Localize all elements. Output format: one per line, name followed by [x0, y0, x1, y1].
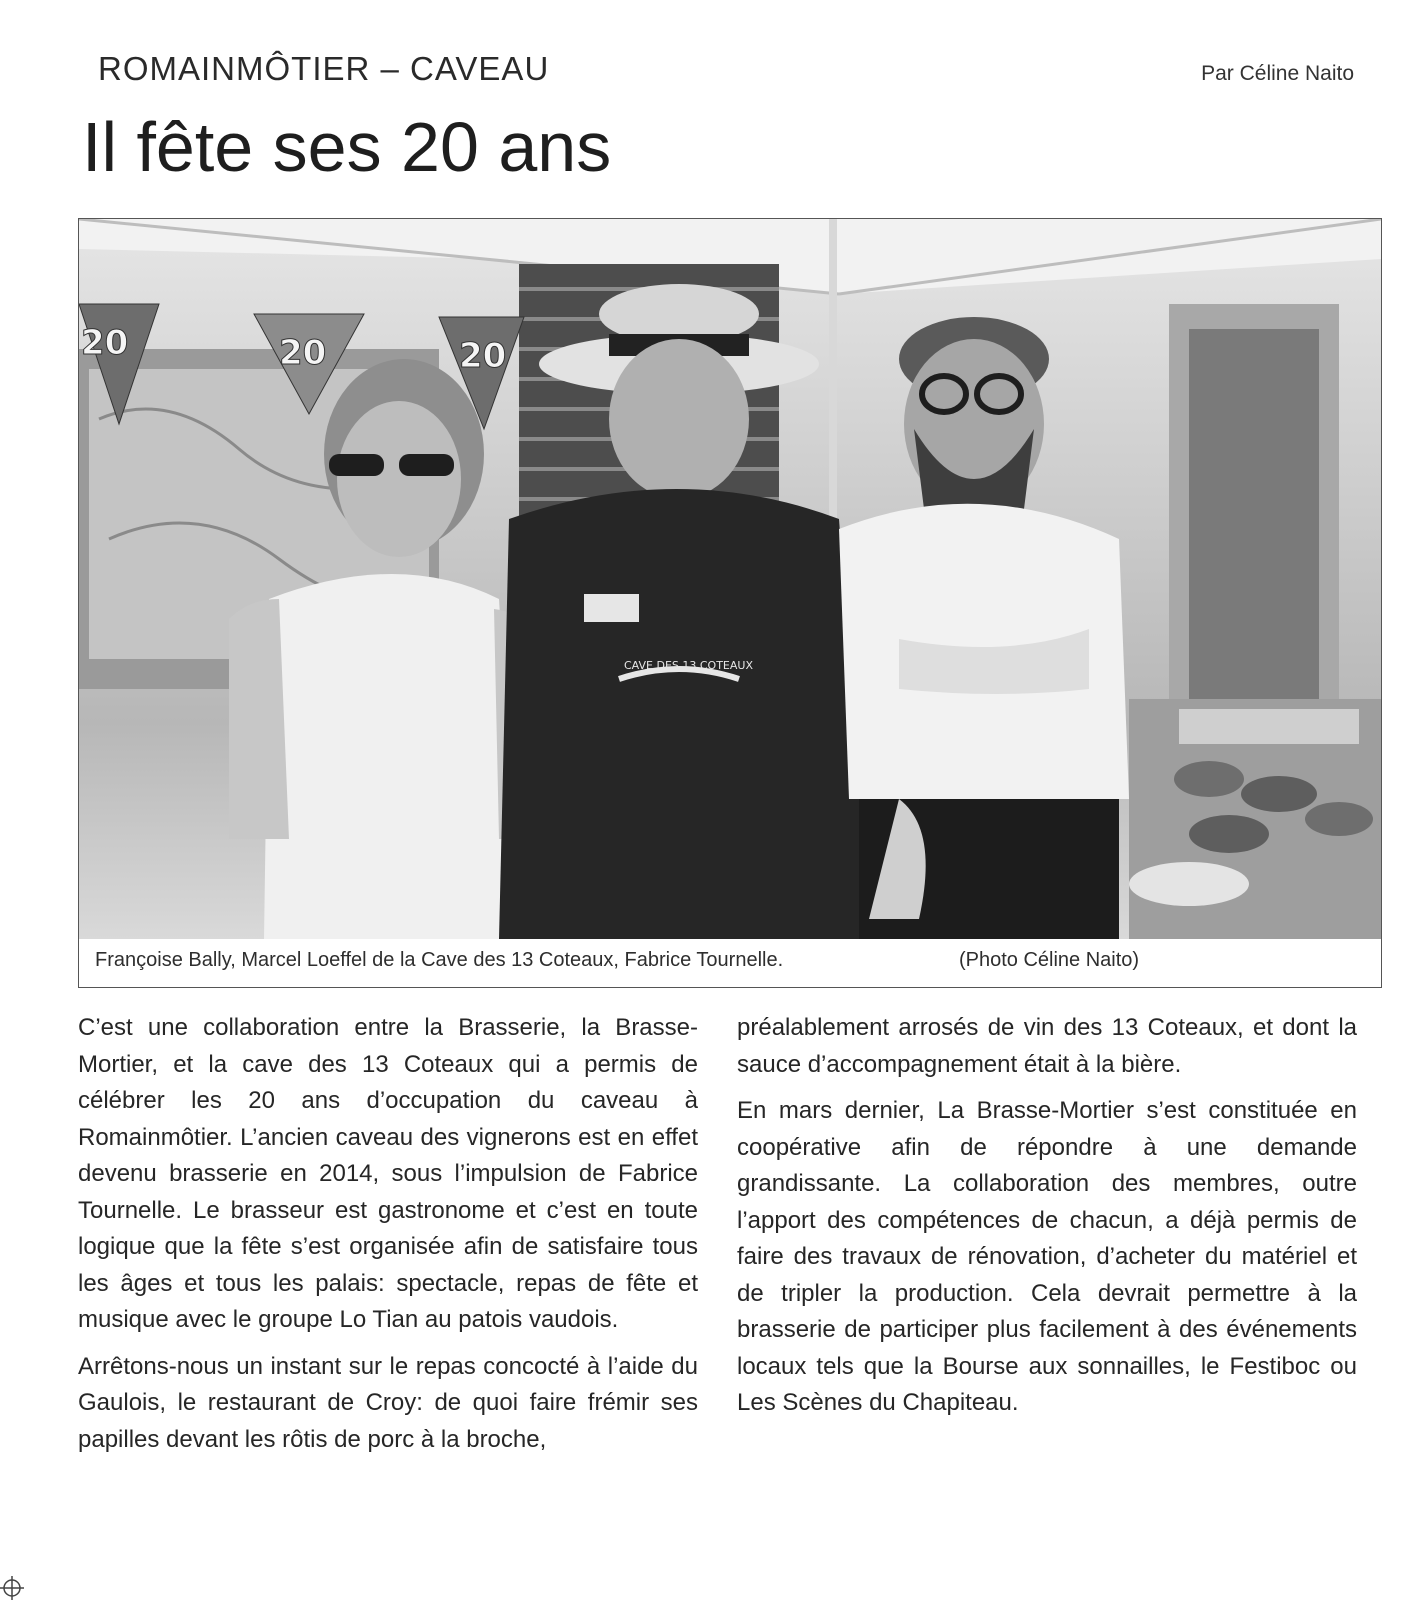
author-byline: Par Céline Naito — [1201, 62, 1354, 85]
bunting-label-2: 20 — [279, 333, 327, 373]
bunting-label-1: 20 — [81, 323, 129, 363]
registration-mark-icon — [0, 1576, 24, 1600]
photo-illustration — [79, 219, 1381, 939]
article-title: Il fête ses 20 ans — [82, 108, 612, 186]
bunting-label-3: 20 — [459, 336, 507, 376]
article-column-left — [78, 1010, 698, 1468]
article-column-right — [737, 1010, 1357, 1432]
apron-label: CAVE DES 13 COTEAUX — [624, 659, 753, 672]
person-right — [839, 317, 1129, 939]
photo-caption: Françoise Bally, Marcel Loeffel de la Cave des 13 Coteaux, Fabrice Tournelle. — [95, 949, 784, 971]
photo-caption-box — [79, 939, 1199, 987]
photo-credit: (Photo Céline Naito) — [959, 949, 1140, 971]
photo-frame — [78, 218, 1382, 988]
paragraph: En mars dernier, La Brasse-Mortier s’est constituée en coopérative afin de répondre à une demande grandissante. La collaboration des membres, outre l’apport des compétences de chacun, a déjà permis de faire des travaux de rénovation, d’acheter du matériel et de tripler la production. Cela devrait permettre à la brasserie de participer plus facilement à des événements locaux tels que la Bourse aux sonnailles, le Festiboc ou Les Scènes du Chapiteau. — [737, 1097, 1357, 1416]
paragraph: C’est une collaboration entre la Brasserie, la Brasse-Mortier, et la cave des 13 Coteaux qui a permis de célébrer les 20 ans d’occupation du caveau à Romainmôtier. L’ancien caveau des vignerons est en effet devenu brasserie en 2014, sous l’impulsion de Fabrice Tournelle. Le brasseur est gastronome et c’est en toute logique que la fête s’est organisée afin de satisfaire tous les âges et tous les palais: spectacle, repas de fête et musique avec le groupe Lo Tian au patois vaudois. — [78, 1014, 698, 1333]
paragraph: préalablement arrosés de vin des 13 Coteaux, et dont la sauce d’accompagnement était à la bière. — [737, 1014, 1357, 1078]
photo — [79, 219, 1381, 939]
paragraph: Arrêtons-nous un instant sur le repas concocté à l’aide du Gaulois, le restaurant de Croy: de quoi faire frémir ses papilles devant les rôtis de porc à la broche, — [78, 1352, 698, 1453]
section-kicker: ROMAINMÔTIER – CAVEAU — [98, 50, 550, 87]
